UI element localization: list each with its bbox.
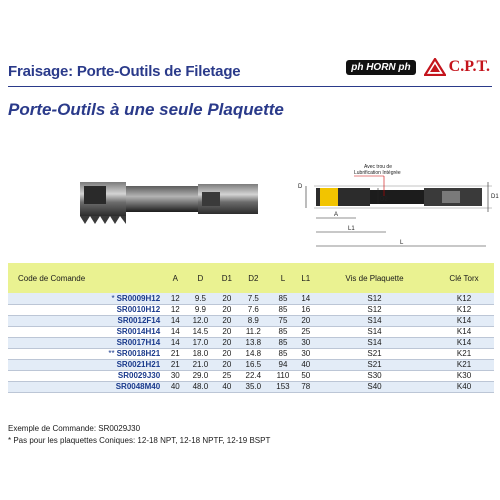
cell-a: 12 xyxy=(166,293,184,304)
cell-l: 94 xyxy=(269,359,296,370)
cell-cle: K30 xyxy=(434,370,494,381)
product-code: SR0012F14 xyxy=(117,316,161,325)
cell-code xyxy=(8,359,166,370)
cpt-logo xyxy=(424,58,490,76)
cell-d1: 20 xyxy=(216,315,237,326)
cell-d1: 40 xyxy=(216,381,237,392)
cell-d2: 35.0 xyxy=(237,381,269,392)
diagram-annotation-2: Lubrification Intégrée xyxy=(354,170,401,176)
col-header-vis: Vis de Plaquette xyxy=(345,273,404,283)
cell-vis: S30 xyxy=(315,370,434,381)
cell-d2: 13.8 xyxy=(237,337,269,348)
col-header-d1: D1 xyxy=(221,273,232,283)
diagram-label-l: L xyxy=(400,240,404,246)
cell-l1: 14 xyxy=(297,293,315,304)
tool-photo xyxy=(70,172,258,232)
diagram-annotation-1: Avec trou de xyxy=(364,164,392,170)
cell-d: 14.5 xyxy=(184,326,216,337)
cell-l: 85 xyxy=(269,337,296,348)
table-row xyxy=(8,348,494,359)
cell-vis: S21 xyxy=(315,359,434,370)
table-header-row xyxy=(8,263,494,293)
cell-d2: 14.8 xyxy=(237,348,269,359)
cpt-triangle-icon xyxy=(424,58,446,76)
conical-note: * Pas pour les plaquettes Coniques: 12-18 NPT, 12-18 NPTF, 12-19 BSPT xyxy=(8,436,271,445)
cell-cle: K14 xyxy=(434,326,494,337)
table-row xyxy=(8,359,494,370)
diagram-label-d: D xyxy=(298,184,303,190)
cell-d2: 8.9 xyxy=(237,315,269,326)
col-header-l: L xyxy=(280,273,286,283)
cell-a: 14 xyxy=(166,326,184,337)
cell-l: 153 xyxy=(269,381,296,392)
diagram-label-d1: D1 xyxy=(491,194,499,200)
brand-logos xyxy=(346,58,490,76)
cell-d1: 20 xyxy=(216,304,237,315)
page-header xyxy=(0,0,500,100)
cell-l: 110 xyxy=(269,370,296,381)
cell-l: 85 xyxy=(269,326,296,337)
order-example: Exemple de Commande: SR0029J30 xyxy=(8,424,141,433)
diagram-label-l1: L1 xyxy=(348,226,355,232)
cell-d: 9.9 xyxy=(184,304,216,315)
cell-vis: S12 xyxy=(315,293,434,304)
cell-l1: 16 xyxy=(297,304,315,315)
diagram-label-a: A xyxy=(334,212,339,218)
product-code: SR0010H12 xyxy=(116,305,161,314)
cell-a: 40 xyxy=(166,381,184,392)
table-row xyxy=(8,304,494,315)
col-header-cle: Clé Torx xyxy=(449,273,479,283)
cell-l1: 30 xyxy=(297,348,315,359)
diagram-label-d2: D2 xyxy=(380,197,388,203)
cell-vis: S14 xyxy=(315,315,434,326)
table-row xyxy=(8,293,494,304)
cell-a: 14 xyxy=(166,315,184,326)
cell-vis: S21 xyxy=(315,348,434,359)
cell-d1: 20 xyxy=(216,348,237,359)
col-header-d2: D2 xyxy=(248,273,259,283)
cell-l1: 78 xyxy=(297,381,315,392)
cell-cle: K14 xyxy=(434,337,494,348)
cell-d: 17.0 xyxy=(184,337,216,348)
cell-code xyxy=(8,326,166,337)
cell-cle: K14 xyxy=(434,315,494,326)
cell-d1: 20 xyxy=(216,326,237,337)
horn-logo: ph HORN ph xyxy=(346,60,415,75)
col-header-l1: L1 xyxy=(301,273,311,283)
cell-l1: 50 xyxy=(297,370,315,381)
cell-d2: 22.4 xyxy=(237,370,269,381)
section-subtitle: Porte-Outils à une seule Plaquette xyxy=(8,100,284,119)
cell-d2: 7.6 xyxy=(237,304,269,315)
cell-l1: 25 xyxy=(297,326,315,337)
footnote-marker: ** xyxy=(108,349,115,358)
table-row xyxy=(8,326,494,337)
cell-d: 29.0 xyxy=(184,370,216,381)
col-header-code: Code de Comande xyxy=(18,273,86,283)
cell-code xyxy=(8,315,166,326)
cell-d: 18.0 xyxy=(184,348,216,359)
product-code: SR0048M40 xyxy=(115,382,161,391)
col-header-a: A xyxy=(172,273,178,283)
cell-a: 21 xyxy=(166,348,184,359)
table-row xyxy=(8,370,494,381)
product-code: SR0029J30 xyxy=(117,371,161,380)
cell-code xyxy=(8,304,166,315)
cell-l1: 30 xyxy=(297,337,315,348)
cell-d2: 16.5 xyxy=(237,359,269,370)
cell-a: 21 xyxy=(166,359,184,370)
cell-code xyxy=(8,370,166,381)
cell-l1: 20 xyxy=(297,315,315,326)
cell-d: 48.0 xyxy=(184,381,216,392)
cell-l: 75 xyxy=(269,315,296,326)
table-row xyxy=(8,315,494,326)
product-code: SR0014H14 xyxy=(116,327,161,336)
cell-vis: S14 xyxy=(315,337,434,348)
table-row xyxy=(8,337,494,348)
cell-code xyxy=(8,348,166,359)
cell-code xyxy=(8,293,166,304)
product-code: SR0018H21 xyxy=(116,349,161,358)
cell-cle: K21 xyxy=(434,359,494,370)
product-code: SR0017H14 xyxy=(116,338,161,347)
cell-d: 21.0 xyxy=(184,359,216,370)
cell-d2: 11.2 xyxy=(237,326,269,337)
cell-cle: K21 xyxy=(434,348,494,359)
product-code: SR0021H21 xyxy=(116,360,161,369)
footnotes xyxy=(8,423,270,447)
cell-l: 85 xyxy=(269,304,296,315)
product-table xyxy=(8,263,494,393)
cell-vis: S14 xyxy=(315,326,434,337)
cell-l: 85 xyxy=(269,348,296,359)
cell-code xyxy=(8,337,166,348)
cell-l: 85 xyxy=(269,293,296,304)
cell-cle: K12 xyxy=(434,293,494,304)
cell-cle: K40 xyxy=(434,381,494,392)
product-code: SR0009H12 xyxy=(116,293,161,303)
cell-d2: 7.5 xyxy=(237,293,269,304)
cell-a: 30 xyxy=(166,370,184,381)
tool-diagram xyxy=(296,158,500,254)
cell-d1: 25 xyxy=(216,370,237,381)
page-title: Fraisage: Porte-Outils de Filetage xyxy=(8,63,241,80)
cell-code xyxy=(8,381,166,392)
header-divider xyxy=(8,86,492,87)
cell-a: 12 xyxy=(166,304,184,315)
cell-l1: 40 xyxy=(297,359,315,370)
cell-vis: S40 xyxy=(315,381,434,392)
cell-d: 9.5 xyxy=(184,293,216,304)
cell-d1: 20 xyxy=(216,359,237,370)
cell-d1: 20 xyxy=(216,337,237,348)
cell-d: 12.0 xyxy=(184,315,216,326)
cell-cle: K12 xyxy=(434,304,494,315)
col-header-d: D xyxy=(197,273,204,283)
cpt-logo-text: C.P.T. xyxy=(448,58,490,75)
table-row xyxy=(8,381,494,392)
cell-a: 14 xyxy=(166,337,184,348)
footnote-marker: * xyxy=(111,293,115,303)
cell-d1: 20 xyxy=(216,293,237,304)
cell-vis: S12 xyxy=(315,304,434,315)
